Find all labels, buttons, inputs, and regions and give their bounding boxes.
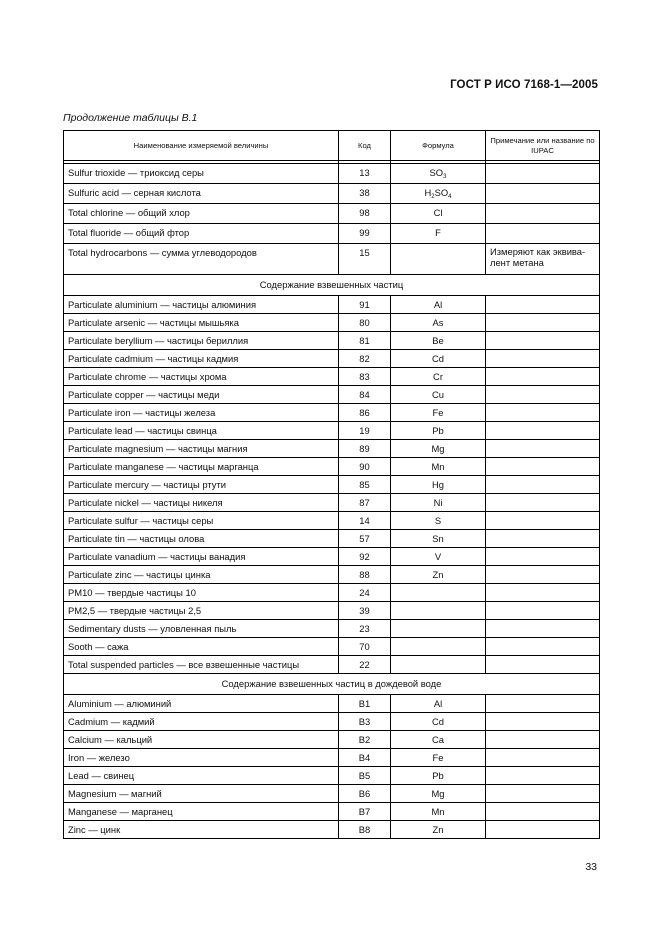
formula-text: Cl (433, 207, 443, 218)
cell-note (486, 440, 600, 458)
cell-code: 85 (339, 476, 391, 494)
cell-code: 19 (339, 422, 391, 440)
cell-name: Manganese — марганец (64, 803, 339, 821)
table-row (64, 422, 600, 440)
cell-formula: Cr (391, 368, 486, 386)
cell-name: Particulate arsenic — частицы мышьяка (64, 314, 339, 332)
cell-formula: Fe (391, 404, 486, 422)
table-row (64, 731, 600, 749)
cell-note: Измеряют как эквива-лент метана (486, 244, 600, 275)
cell-name: Particulate mercury — частицы ртути (64, 476, 339, 494)
cell-code: 82 (339, 350, 391, 368)
cell-formula (391, 204, 486, 224)
table-row (64, 314, 600, 332)
cell-formula: Mn (391, 458, 486, 476)
cell-code: 22 (339, 656, 391, 674)
cell-code: B5 (339, 767, 391, 785)
cell-code: 24 (339, 584, 391, 602)
cell-note (486, 494, 600, 512)
cell-note (486, 620, 600, 638)
cell-name: Particulate copper — частицы меди (64, 386, 339, 404)
cell-code: 39 (339, 602, 391, 620)
cell-code: 13 (339, 164, 391, 184)
cell-code: 87 (339, 494, 391, 512)
cell-code: 88 (339, 566, 391, 584)
cell-formula: Zn (391, 566, 486, 584)
cell-code: B4 (339, 749, 391, 767)
cell-note (486, 530, 600, 548)
table-row (64, 638, 600, 656)
cell-formula: V (391, 548, 486, 566)
cell-note (486, 566, 600, 584)
cell-formula: Cd (391, 350, 486, 368)
cell-name: Total suspended particles — все взвешенные частицы (64, 656, 339, 674)
table-row (64, 821, 600, 839)
formula-text: F (435, 227, 441, 238)
section-heading: Содержание взвешенных частиц (64, 275, 600, 296)
cell-formula: Cu (391, 386, 486, 404)
table-row (64, 386, 600, 404)
cell-formula: Fe (391, 749, 486, 767)
cell-formula (391, 184, 486, 204)
cell-code: B1 (339, 695, 391, 713)
cell-code: B2 (339, 731, 391, 749)
cell-code: 89 (339, 440, 391, 458)
cell-formula: Pb (391, 422, 486, 440)
section-row-rainwater (64, 674, 600, 695)
table-row (64, 332, 600, 350)
cell-note (486, 548, 600, 566)
cell-note (486, 476, 600, 494)
cell-note (486, 332, 600, 350)
cell-name: Sulfuric acid — серная кислота (64, 184, 339, 204)
cell-code: B6 (339, 785, 391, 803)
document-title: ГОСТ Р ИСО 7168-1—2005 (450, 79, 598, 91)
cell-formula: Mg (391, 785, 486, 803)
table-row (64, 767, 600, 785)
cell-note (486, 224, 600, 244)
table-row (64, 512, 600, 530)
column-header-formula: Формула (391, 131, 486, 161)
data-table (63, 130, 600, 839)
cell-name: Total hydrocarbons — сумма углеводородов (64, 244, 339, 275)
formula-text: H (424, 187, 432, 198)
cell-code: 81 (339, 332, 391, 350)
table-row (64, 404, 600, 422)
cell-code: 23 (339, 620, 391, 638)
cell-formula: Ca (391, 731, 486, 749)
table-row (64, 164, 600, 184)
section-heading: Содержание взвешенных частиц в дождевой воде (64, 674, 600, 695)
cell-note (486, 749, 600, 767)
cell-formula: S (391, 512, 486, 530)
table-row (64, 785, 600, 803)
cell-code: 98 (339, 204, 391, 224)
cell-formula: Al (391, 695, 486, 713)
cell-name: Particulate vanadium — частицы ванадия (64, 548, 339, 566)
cell-name: Particulate aluminium — частицы алюминия (64, 296, 339, 314)
cell-code: 99 (339, 224, 391, 244)
cell-name: Zinc — цинк (64, 821, 339, 839)
column-header-code: Код (339, 131, 391, 161)
cell-formula (391, 584, 486, 602)
cell-note (486, 731, 600, 749)
table-row (64, 530, 600, 548)
table-row (64, 584, 600, 602)
cell-note (486, 512, 600, 530)
cell-code: 91 (339, 296, 391, 314)
table-row (64, 803, 600, 821)
cell-code: B8 (339, 821, 391, 839)
cell-note (486, 404, 600, 422)
cell-formula (391, 224, 486, 244)
cell-note (486, 164, 600, 184)
cell-formula: Cd (391, 713, 486, 731)
table-row (64, 296, 600, 314)
cell-name: Cadmium — кадмий (64, 713, 339, 731)
cell-note (486, 713, 600, 731)
cell-code: 83 (339, 368, 391, 386)
cell-note (486, 296, 600, 314)
cell-note (486, 422, 600, 440)
table-row (64, 184, 600, 204)
cell-note (486, 767, 600, 785)
cell-name: Total chlorine — общий хлор (64, 204, 339, 224)
table-row (64, 204, 600, 224)
table-row (64, 656, 600, 674)
table-row (64, 548, 600, 566)
cell-note (486, 656, 600, 674)
formula-subscript: 4 (448, 194, 452, 200)
cell-note (486, 638, 600, 656)
cell-formula: Zn (391, 821, 486, 839)
table-row (64, 244, 600, 275)
cell-formula (391, 602, 486, 620)
cell-name: Sedimentary dusts — уловленная пыль (64, 620, 339, 638)
cell-name: Particulate sulfur — частицы серы (64, 512, 339, 530)
cell-name: Total fluoride — общий фтор (64, 224, 339, 244)
column-header-name: Наименование измеряемой величины (64, 131, 339, 161)
cell-note (486, 314, 600, 332)
cell-code: B7 (339, 803, 391, 821)
column-header-note: Примечание или название по IUPAC (486, 131, 600, 161)
cell-note (486, 584, 600, 602)
formula-subscript: 3 (443, 174, 447, 180)
cell-formula (391, 656, 486, 674)
cell-name: Particulate nickel — частицы никеля (64, 494, 339, 512)
cell-formula (391, 638, 486, 656)
cell-name: Particulate chrome — частицы хрома (64, 368, 339, 386)
cell-note (486, 821, 600, 839)
cell-code: 70 (339, 638, 391, 656)
cell-code: 80 (339, 314, 391, 332)
cell-name: PM10 — твердые частицы 10 (64, 584, 339, 602)
cell-note (486, 204, 600, 224)
cell-note (486, 602, 600, 620)
cell-name: Particulate beryllium — частицы бериллия (64, 332, 339, 350)
cell-formula: Pb (391, 767, 486, 785)
table-row (64, 620, 600, 638)
cell-name: Particulate lead — частицы свинца (64, 422, 339, 440)
table-row (64, 458, 600, 476)
cell-name: Particulate tin — частицы олова (64, 530, 339, 548)
cell-formula: Be (391, 332, 486, 350)
cell-formula (391, 620, 486, 638)
table-row (64, 476, 600, 494)
cell-code: 57 (339, 530, 391, 548)
cell-name: PM2,5 — твердые частицы 2,5 (64, 602, 339, 620)
section-row-particulate (64, 275, 600, 296)
table-row (64, 695, 600, 713)
cell-note (486, 458, 600, 476)
cell-note (486, 184, 600, 204)
cell-formula: Hg (391, 476, 486, 494)
cell-name: Particulate cadmium — частицы кадмия (64, 350, 339, 368)
table-row (64, 224, 600, 244)
table-row (64, 494, 600, 512)
cell-formula: Mg (391, 440, 486, 458)
cell-note (486, 368, 600, 386)
table-row (64, 566, 600, 584)
cell-formula: Ni (391, 494, 486, 512)
cell-formula (391, 244, 486, 275)
cell-name: Particulate iron — частицы железа (64, 404, 339, 422)
cell-code: 90 (339, 458, 391, 476)
cell-note (486, 386, 600, 404)
table-row (64, 368, 600, 386)
table-row (64, 440, 600, 458)
cell-name: Calcium — кальций (64, 731, 339, 749)
cell-code: 15 (339, 244, 391, 275)
cell-note (486, 803, 600, 821)
cell-code: B3 (339, 713, 391, 731)
page-number: 33 (585, 861, 597, 873)
cell-name: Sulfur trioxide — триоксид серы (64, 164, 339, 184)
formula-text: SO (429, 167, 444, 178)
table-row (64, 713, 600, 731)
cell-formula: Al (391, 296, 486, 314)
cell-name: Sooth — сажа (64, 638, 339, 656)
table-row (64, 602, 600, 620)
cell-formula (391, 164, 486, 184)
cell-note (486, 695, 600, 713)
cell-code: 38 (339, 184, 391, 204)
cell-note (486, 785, 600, 803)
cell-name: Aluminium — алюминий (64, 695, 339, 713)
table-row (64, 749, 600, 767)
table-continuation-caption: Продолжение таблицы В.1 (63, 112, 198, 124)
cell-name: Magnesium — магний (64, 785, 339, 803)
table-row (64, 350, 600, 368)
cell-formula: As (391, 314, 486, 332)
cell-name: Particulate magnesium — частицы магния (64, 440, 339, 458)
cell-code: 92 (339, 548, 391, 566)
cell-name: Particulate manganese — частицы марганца (64, 458, 339, 476)
cell-code: 84 (339, 386, 391, 404)
cell-formula: Sn (391, 530, 486, 548)
cell-name: Particulate zinc — частицы цинка (64, 566, 339, 584)
formula-text: SO (434, 187, 449, 198)
formula-subscript: 2 (431, 194, 435, 200)
cell-name: Lead — свинец (64, 767, 339, 785)
cell-formula: Mn (391, 803, 486, 821)
cell-note (486, 350, 600, 368)
cell-code: 14 (339, 512, 391, 530)
cell-name: Iron — железо (64, 749, 339, 767)
cell-code: 86 (339, 404, 391, 422)
